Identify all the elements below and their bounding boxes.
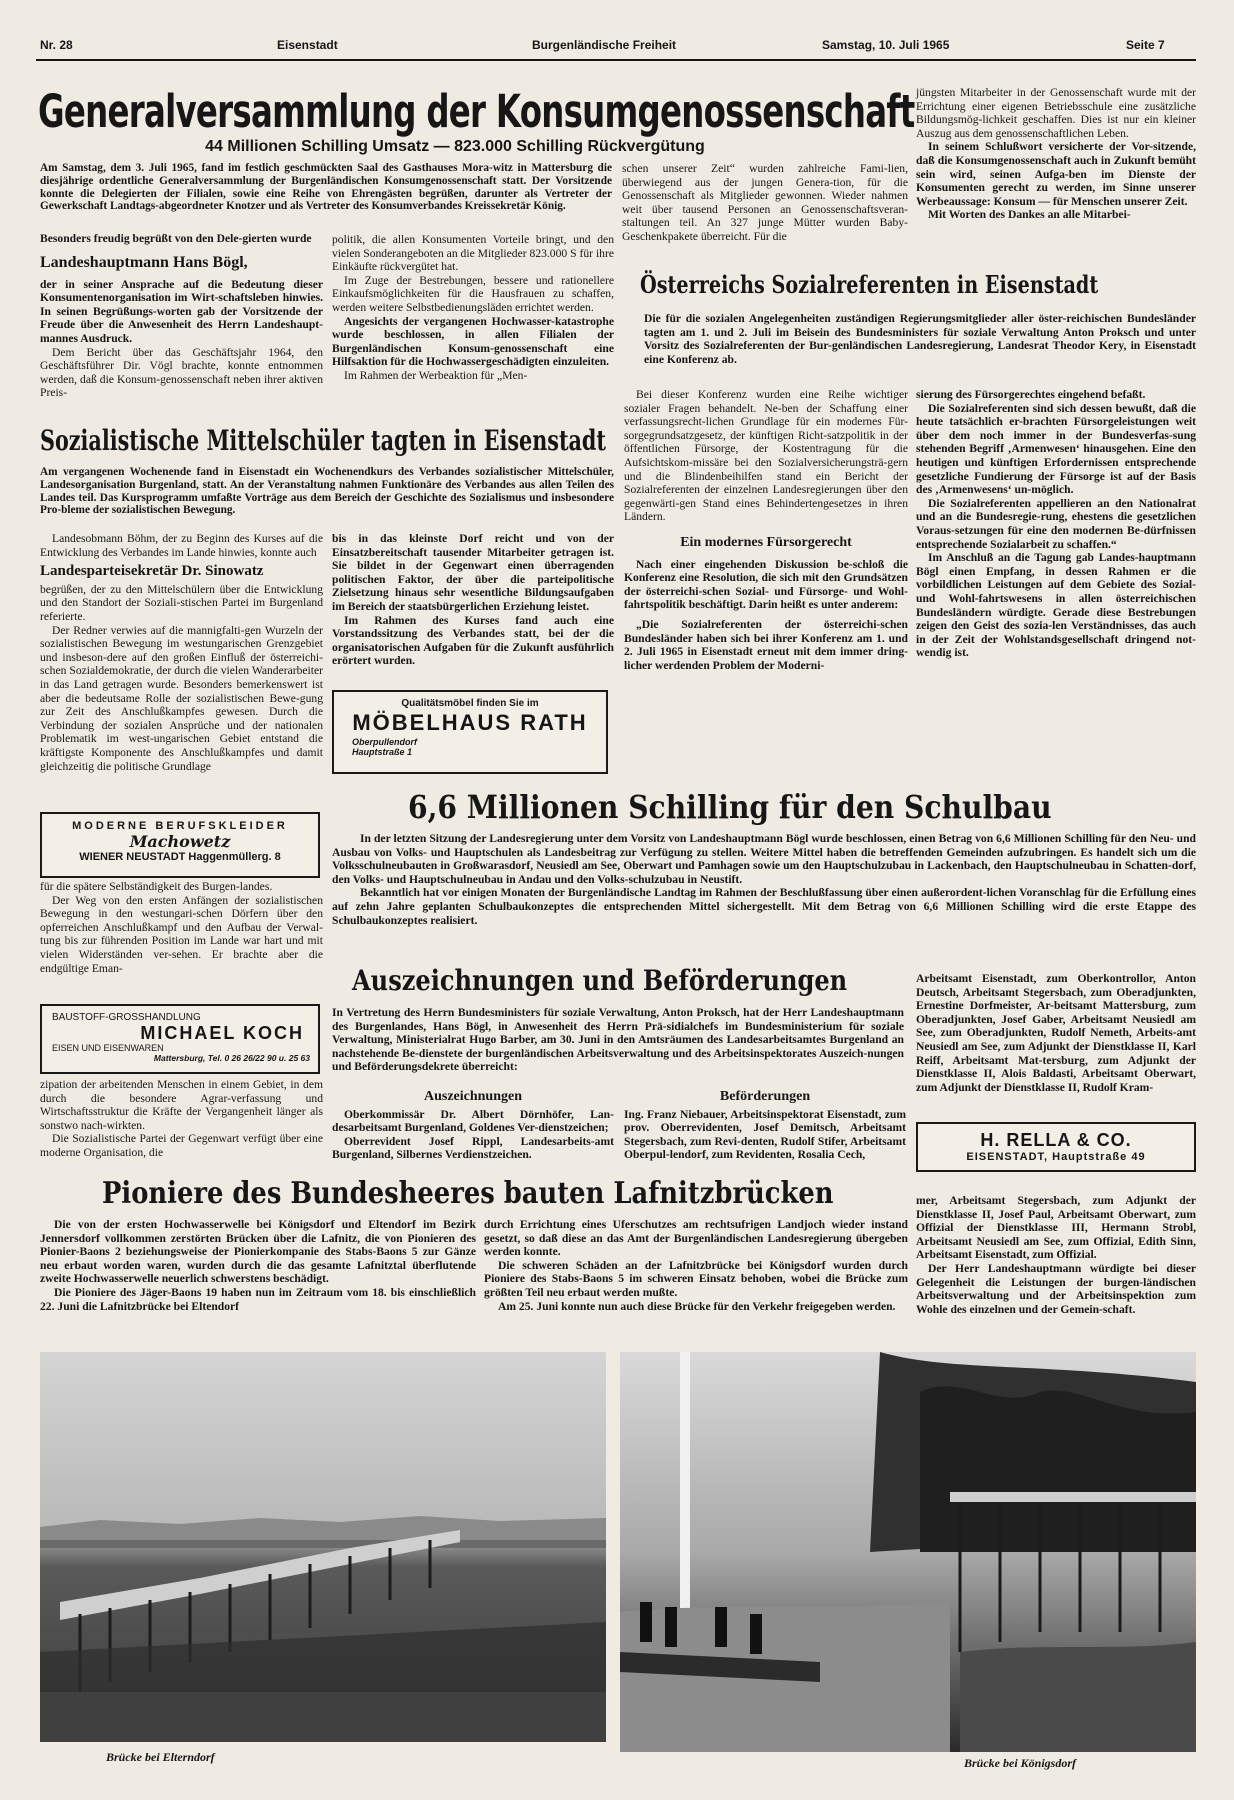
article2-subhead: Ein modernes Fürsorgerecht bbox=[680, 534, 852, 550]
article1-col2-p1: politik, die allen Konsumenten Vorteile bringt, und den vielen Sonderangeboten an die Mitglieder 823.000 S für ihre Einkäufte rückvergütet hat. bbox=[332, 233, 614, 274]
article3-col1-p6: zipation der arbeitenden Menschen in einem Gebiet, in dem durch die besondere Agrar-verfassung und Wirtschaftsstruktur die Kräfte der Vergangenheit länger als sonstwo nach-wirkten. bbox=[40, 1078, 323, 1132]
ad-rath-name: MÖBELHAUS RATH bbox=[352, 710, 588, 735]
article1-col2-p4: Im Rahmen der Werbeaktion für „Men- bbox=[344, 368, 528, 382]
ad-rella-name: H. RELLA & CO. bbox=[980, 1130, 1132, 1150]
article3-title: Sozialistische Mittelschüler tagten in Eisenstadt bbox=[40, 424, 606, 457]
article1-col1-intro: Besonders freudig begrüßt von den Dele-gierten wurde bbox=[40, 232, 312, 245]
article2-col2-p2: Die Sozialreferenten sind sich dessen bewußt, daß die heute tatsächlich er-brachten Fürsorgeleistungen weit über dem noch immer in der Bundesverfas-sung stehenden Begriff ‚Armenwesen‘ hinausgehen. Eine den heutigen und künftigen Erfordernissen entsprechende gesetzliche Fundierung der Fürsorge ist auf der Basis des ‚Armenwesens‘ un-möglich. bbox=[916, 401, 1196, 497]
article5-sub-left: Auszeichnungen bbox=[423, 1089, 523, 1104]
issue-number: Nr. 28 bbox=[40, 38, 73, 52]
article5-col-right bbox=[624, 1090, 906, 1162]
article2-col1-p2: Nach einer eingehenden Diskussion be-schloß die Konferenz eine Resolution, die sich mit den Grundsätzen der österreichi-schen Sozial- und Fürsorge- und Wohl-fahrtspolitik beschäftigt. Darin heißt es unter anderem: bbox=[624, 557, 908, 612]
ad-koch-sub: EISEN UND EISENWAREN bbox=[52, 1043, 164, 1053]
article1-col2-p3: Angesichts der vergangenen Hochwasser-katastrophe wurde beschlossen, in allen Filialen der Burgenländischen Konsum-genossenschaft eine Hilfsaktion für die Hochwassergeschädigten einzuleiten. bbox=[332, 314, 614, 369]
article2-title: Österreichs Sozialreferenten in Eisenstadt bbox=[640, 270, 1099, 299]
ad-rath-tagline: Qualitätsmöbel finden Sie im bbox=[401, 698, 539, 709]
article6-col1-p1: Die von der ersten Hochwasserwelle bei Königsdorf und Eltendorf im Bezirk Jennersdorf vollkommen zerstörten Brücken über die Lafnitz, die von Pionieren des Pionier-Baons 2 beziehungsweise der Pionierkompanie des Stabs-Baons 5 zur Gänze neu erbaut worden waren, wurden durch die das gesamte Lafnitztal überflutende zweite Hochwasserwelle neuerlich schwerstens beschädigt. bbox=[40, 1218, 476, 1286]
article1-title: Generalversammlung der Konsumgenossenschaft bbox=[38, 85, 915, 138]
article1-col1-text: Dem Bericht über das Geschäftsjahr 1964, den Geschäftsführer Dir. Vögl brachte, konnte entnommen werden, daß die Konsum-genossenschaft neben ihrer aktiven Preis- bbox=[40, 345, 323, 400]
article5-left-p2: Oberrevident Josef Rippl, Landesarbeits-amt Burgenland, Silbernes Verdienstzeichen. bbox=[332, 1134, 614, 1162]
article5-far-p3: Der Herr Landeshauptmann würdigte bei dieser Gelegenheit die Leistungen der burgen-ländischen Arbeitsverwaltung und der Arbeitsinspektion zum Wohle des einzelnen und der Gemein-schaft. bbox=[916, 1261, 1196, 1316]
ad-koch-address: Mattersburg, Tel. 0 26 26/22 90 u. 25 63 bbox=[153, 1053, 310, 1063]
article5-lead: In Vertretung des Herrn Bundesministers für soziale Verwaltung, Anton Proksch, hat der Herr Landeshauptmann des Burgenlandes, Hans Bögl, in Anwesenheit des Herrn Prä-sidialchefs im Bundesministerium für soziale Verwaltung, Ministerialrat Hugo Barber, am 30. Juni in den Amtsräumen des Landesarbeitsamtes Burgenland an nachstehende Be-dienstete der burgenländischen Arbeitsverwaltung und des Arbeitsinspektorates Auszeich-nungen und Beförderungsdekrete überreicht: bbox=[332, 1006, 904, 1074]
page-number: Seite 7 bbox=[1126, 38, 1165, 52]
ad-rella bbox=[916, 1122, 1196, 1172]
place-name: Eisenstadt bbox=[277, 38, 338, 52]
article1-col3-p1: schen unserer Zeit“ wurden zahlreiche Fami-lien, überwiegend aus der jungen Genera-tion, für die Genossenschaft als Mitglieder gewonnen. Wieder nahmen weit über tausend Personen an Genossenschaftsveran-staltungen teil. An 327 junge Mütter wurden Baby-Geschenkpakete überreicht. Für die bbox=[622, 162, 908, 243]
ad-koch-tagline: BAUSTOFF-GROSSHANDLUNG bbox=[52, 1012, 201, 1023]
article5-title: Auszeichnungen und Beförderungen bbox=[352, 964, 848, 997]
article6-col1-p2: Die Pioniere des Jäger-Baons 19 haben nun im Zeitraum vom 18. bis einschließlich 22. Juni die Lafnitzbrücke bei Eltendorf bbox=[40, 1285, 476, 1313]
article3-col1-p2: begrüßen, der zu den Mittelschülern über die Entwicklung und den Standort der Soziali-stischen Partei im Burgenland referierte. bbox=[40, 582, 323, 623]
article1-col4-p1: jüngsten Mitarbeiter in der Genossenschaft wurde mit der Errichtung einer eigenen Betriebsschule eine zusätzliche Bildungsmög-lichkeit geschaffen. Dies ist nur ein kleiner Auszug aus dem genossenschaftlichen Leben. bbox=[916, 86, 1196, 140]
article3-col1-p3: Der Redner verwies auf die mannigfalti-gen Wurzeln der sozialistischen Bewegung im westungarischen Grenzgebiet und insbeson-dere auf den großen Einfluß der österreichi-schen Sozialdemokratie, der durch die vielen Wanderarbeiter in das Land getragen wurde. Besonders bemerkenswert ist aber die bedeutsame Rolle der sozialistischen Bewe-gung zur Zeit des Anschlußkampfes gewesen. Durch die Verbindung der sozialen Ansprüche und der nationalen Problematik im west-ungarischen Gebiet entstand die kräftigste Komponente des Anschlußkampfes und damit gleichzeitig die politische Grundlage bbox=[40, 623, 323, 773]
photo-bridge-koenigsdorf bbox=[620, 1352, 1196, 1752]
article4-p1: In der letzten Sitzung der Landesregierung unter dem Vorsitz von Landeshauptmann Bögl wurde beschlossen, einen Betrag von 6,6 Millionen Schilling für den Neu- und Ausbau von Volks- und Hauptschulen als Landesbeitrag zur Verfügung zu stellen. Weitere Mittel haben die betreffenden Gemeinden aufzubringen. Es handelt sich um die Volksschulneubauten in Großwarasdorf, Neusiedl am See, Oberwart und Pamhagen sowie um den Hauptschulzubau in Lackenbach, den Hauptschulneubau in Schatten-dorf, den Volks- und Hauptschulneubau in Andau und den Volks-schulzubau in Neustift. bbox=[332, 832, 1196, 886]
header-rule bbox=[36, 59, 1196, 61]
issue-date: Samstag, 10. Juli 1965 bbox=[822, 38, 950, 52]
ad-moebelhaus-rath bbox=[332, 690, 608, 774]
caption-koenigsdorf: Brücke bei Königsdorf bbox=[964, 1756, 1077, 1770]
article6-title: Pioniere des Bundesheeres bauten Lafnitzbrücken bbox=[102, 1176, 834, 1211]
article2-lead: Die für die sozialen Angelegenheiten zuständigen Regierungsmitglieder aller öster-reichischen Bundesländer tagten am 1. und 2. Juli im Beisein des Bundesministers für soziale Verwaltung Anton Proksch und unter Vorsitz des Sozialreferenten der Bur-genländischen Landesregierung, Landesrat Theodor Kery, in Eisenstadt eine Konferenz ab. bbox=[644, 312, 1196, 366]
ad-machowetz-tagline: MODERNE BERUFSKLEIDER bbox=[72, 820, 288, 832]
article3-col1a bbox=[40, 532, 323, 773]
article5-col-far bbox=[916, 972, 1196, 1094]
article2-col1-p1: Bei dieser Konferenz wurden eine Reihe wichtiger sozialer Fragen behandelt. Ne-ben der Schaffung einer verfassungsrecht-lichen Grundlage für ein modernes Für-sorgegrundsatzgesetz, der künftigen Richt-satzpolitik in der öffentlichen Fürsorge, der Kostentragung für die Aufsichtskom-missäre bei den Sozialversicherungsträ-gern und die Blindenbeihilfen stand ein Bericht der Sozialreferenten der einzelnen Landesregierungen über den gegenwärti-gen Stand eines Behindertengesetzes in ihren Ländern. bbox=[624, 388, 908, 524]
article2-col1 bbox=[624, 388, 908, 672]
ad-machowetz-name: Machowetz bbox=[129, 832, 231, 851]
article3-col1-p1: Landesobmann Böhm, der zu Beginn des Kurses auf die Entwicklung des Verbandes im Lande hinwies, konnte auch bbox=[40, 532, 323, 559]
article3-col2-p1: bis in das kleinste Dorf reicht und von der Einsatzbereitschaft tausender Mitarbeiter getragen ist. Sie bildet in der Gegenwart einen überragenden politischen Faktor, der über die parteipolitische Zielsetzung hinaus sehr wesentliche Bildungsaufgaben im Bereich der staatsbürgerlichen Erziehung leistet. bbox=[332, 532, 614, 613]
article6-col1 bbox=[40, 1218, 476, 1313]
article5-right-p1: Ing. Franz Niebauer, Arbeitsinspektorat Eisenstadt, zum prov. Oberrevidenten, Josef Demitsch, Arbeitsamt Stegersbach, zum Revi-denten, Rudolf Stifer, Arbeitsamt Oberpul-lendorf, zum Revidenten, Rosalia Cech, bbox=[624, 1107, 906, 1162]
article6-col2 bbox=[484, 1218, 908, 1313]
ad-koch-name: MICHAEL KOCH bbox=[140, 1023, 304, 1043]
article5-left-p1: Oberkommissär Dr. Albert Dörnhöfer, Lan-desarbeitsamt Burgenland, Goldenes Ver-dienstzeichen; bbox=[332, 1107, 614, 1135]
article3-col1-p4: für die spätere Selbständigkeit des Burgen-landes. bbox=[40, 880, 273, 893]
article3-col1c bbox=[40, 1078, 323, 1160]
article6-col2-p1: durch Errichtung eines Uferschutzes am rechtsufrigen Landjoch wieder instand gesetzt, so daß diese an das Amt der Burgenländischen Landesregierung übergeben werden konnte. bbox=[484, 1218, 908, 1259]
article4-title: 6,6 Millionen Schilling für den Schulbau bbox=[408, 788, 1052, 826]
article5-col-left bbox=[332, 1090, 614, 1162]
article1-col4 bbox=[916, 86, 1196, 222]
ad-machowetz-address: WIENER NEUSTADT Haggenmüllerg. 8 bbox=[79, 851, 281, 863]
article5-far-p2: mer, Arbeitsamt Stegersbach, zum Adjunkt der Dienstklasse II, Josef Paul, Arbeitsamt Oberwart, zum Offizial der Dienstklasse III, Hermann Strobl, Arbeitsamt Neusiedl am See, zum Offizial, Edith Sinn, Arbeitsamt Eisenstadt, zum Offizial. bbox=[916, 1194, 1196, 1262]
ad-rath-street: Hauptstraße 1 bbox=[352, 747, 413, 757]
article1-col4-p2: In seinem Schlußwort versicherte der Vor-sitzende, daß die Konsumgenossenschaft auch in Zukunft bemüht sein wird, seinen Aufga-ben im Dienste der Konsumenten gerecht zu werden, im Sinne unserer Werbeaussage: Konsum — für Menschen unserer Zeit. bbox=[916, 140, 1196, 208]
article3-col1-subhead: Landesparteisekretär Dr. Sinowatz bbox=[40, 563, 264, 580]
photo-bridge-koenigsdorf-image bbox=[620, 1352, 1196, 1752]
article1-col1-subhead: Landeshauptmann Hans Bögl, bbox=[40, 253, 248, 271]
article1-subtitle: 44 Millionen Schilling Umsatz — 823.000 Schilling Rückvergütung bbox=[205, 138, 705, 155]
article4-p2: Bekanntlich hat vor einigen Monaten der Burgenländische Landtag im Rahmen der Beschlußfassung über einen außerordent-lichen Voranschlag für die Erfüllung eines auf zehn Jahre geplanten Schulbaukonzeptes die entsprechenden Mittel sichergestellt. Mit dem Betrag von 6,6 Millionen Schilling wird die erste Etappe des Schulbaukonzeptes realisiert. bbox=[332, 886, 1196, 927]
ad-rath-city: Oberpullendorf bbox=[352, 737, 417, 747]
article3-col1-p5: Der Weg von den ersten Anfängen der sozialistischen Bewegung in den westungari-schen Dörfern über den opferreichen Anschlußkampf und den Aufbau der Verwal-tung bis zur führenden Position im Lande war hart und mit vielen Widerständen ver-sehen. Er brachte aber die endgültige Eman- bbox=[40, 893, 323, 975]
article3-col1b bbox=[40, 880, 323, 975]
article1-col1-bold: der in seiner Ansprache auf die Bedeutung dieser Konsumentenorganisation im Wirt-schaftsleben hinwies. In seinen Begrüßungs-worten gab der Vorsitzende der Freude über die Anwesenheit des Herrn Landeshaupt-mannes Ausdruck. bbox=[40, 277, 323, 345]
article2-col2-p1: sierung des Fürsorgerechtes eingehend befaßt. bbox=[916, 388, 1146, 401]
ad-machowetz bbox=[40, 812, 320, 878]
article6-col2-p3: Am 25. Juni konnte nun auch diese Brücke für den Verkehr freigegeben werden. bbox=[498, 1299, 896, 1313]
article3-col2 bbox=[332, 532, 614, 668]
photo-bridge-eltendorf-image bbox=[40, 1352, 606, 1742]
article2-col2-p4: Im Anschluß an die Tagung gab Landes-hauptmann Bögl einen Empfang, in dessen Rahmen er die vorbildlichen Leistungen auf dem Gebiete des Sozial- und Wohl-fahrtswesens in allen österreichischen Bundesländern würdigte. Gerade diese Bestrebungen zeigen den Geist des sozia-len Verständnisses, das auch in der Zeit der Wohlstandsgesellschaft dringend not-wendig ist. bbox=[916, 551, 1196, 660]
ad-michael-koch bbox=[40, 1004, 320, 1074]
article5-col-far2 bbox=[916, 1194, 1196, 1316]
article1-col2-p2: Im Zuge der Bestrebungen, bessere und rationellere Einkaufsmöglichkeiten für die Hausfrauen zu schaffen, werden weitere Selbstbedienungsläden errichtet werden. bbox=[332, 273, 614, 314]
article2-col2 bbox=[916, 388, 1196, 660]
article6-col2-p2: Die schweren Schäden an der Lafnitzbrücke bei Königsdorf wurden durch Pioniere des Stabs-Baons 5 im schweren Einsatz behoben, wobei die Brücke zum größten Teil neu erbaut werden mußte. bbox=[484, 1258, 908, 1299]
photo-bridge-eltendorf bbox=[40, 1352, 606, 1742]
ad-rella-address: EISENSTADT, Hauptstraße 49 bbox=[966, 1151, 1146, 1163]
article3-lead: Am vergangenen Wochenende fand in Eisenstadt ein Wochenendkurs des Verbandes sozialistischer Mittelschüler, Landesorganisation Burgenland, statt. An der Veranstaltung nahmen Funktionäre des Verbandes aus allen Teilen des Landes teil. Das Kursprogramm umfaßte Vorträge aus dem Bereich der Geschichte des Sozialismus und insbesondere Pro-bleme der sozialistischen Bewegung. bbox=[40, 466, 614, 517]
caption-eltendorf: Brücke bei Elterndorf bbox=[106, 1750, 215, 1764]
article3-col2-p2: Im Rahmen des Kurses fand auch eine Vorstandssitzung des Verbandes statt, bei der die organisatorischen Aufgaben für die Zukunft ausführlich erörtert wurden. bbox=[332, 613, 614, 668]
article1-col4-p3: Mit Worten des Dankes an alle Mitarbei- bbox=[928, 208, 1131, 222]
article1-col2 bbox=[332, 233, 614, 383]
article1-lead: Am Samstag, dem 3. Juli 1965, fand im festlich geschmückten Saal des Gasthauses Mora-witz in Mattersburg die diesjährige ordentliche Generalversammlung der Burgenländischen Konsumgenossenschaft statt. Der Vorsitzende konnte die Delegierten der Filialen, sowie eine Reihe von Ehrengästen begrüßen, darunter als Vertreter der Gewerkschaft Landtags-abgeordneter Knotzer und als Vertreter des Konsumverbandes Kreissekretär König. bbox=[40, 162, 612, 213]
article5-sub-right: Beförderungen bbox=[719, 1089, 811, 1104]
article2-col1-p3: „Die Sozialreferenten der österreichi-schen Bundesländer haben sich bei ihrer Konferenz am 1. und 2. Juli 1965 in Eisenstadt erneut mit dem immer dring-licher werdenden Problem der Moderni- bbox=[624, 617, 908, 672]
article1-col1 bbox=[40, 232, 323, 400]
article1-col3 bbox=[622, 162, 908, 244]
newspaper-name: Burgenländische Freiheit bbox=[532, 38, 677, 52]
article3-col1-p7: Die Sozialistische Partei der Gegenwart verfügt über eine moderne Organisation, die bbox=[40, 1132, 323, 1159]
article4-body bbox=[332, 832, 1196, 927]
article5-far-p1: Arbeitsamt Eisenstadt, zum Oberkontrollor, Anton Deutsch, Arbeitsamt Stegersbach, zum Oberadjunkten, Ernestine Dorfmeister, Ar-beitsamt Mattersburg, zum Oberadjunkten, Josef Gaber, Arbeitsamt Neusiedl am See, zum Oberadjunkten, Rudolf Nemeth, Arbeits-amt Neusiedl am See, zum Adjunkt der Dienstklasse II, Karl Reiff, Arbeitsamt Mat-tersburg, zum Adjunkt der Dienstklasse II, Alois Baldasti, Arbeitsamt Oberwart, zum Adjunkt der Dienstklasse II, Rudolf Kram- bbox=[916, 972, 1196, 1094]
article2-col2-p3: Die Sozialreferenten appellieren an den Nationalrat und an die Bundesregie-rung, ehestens die gesetzlichen Voraus-setzungen für eine den modernen Be-dürfnissen entsprechende Sozialarbeit zu schaffen.“ bbox=[916, 496, 1196, 551]
